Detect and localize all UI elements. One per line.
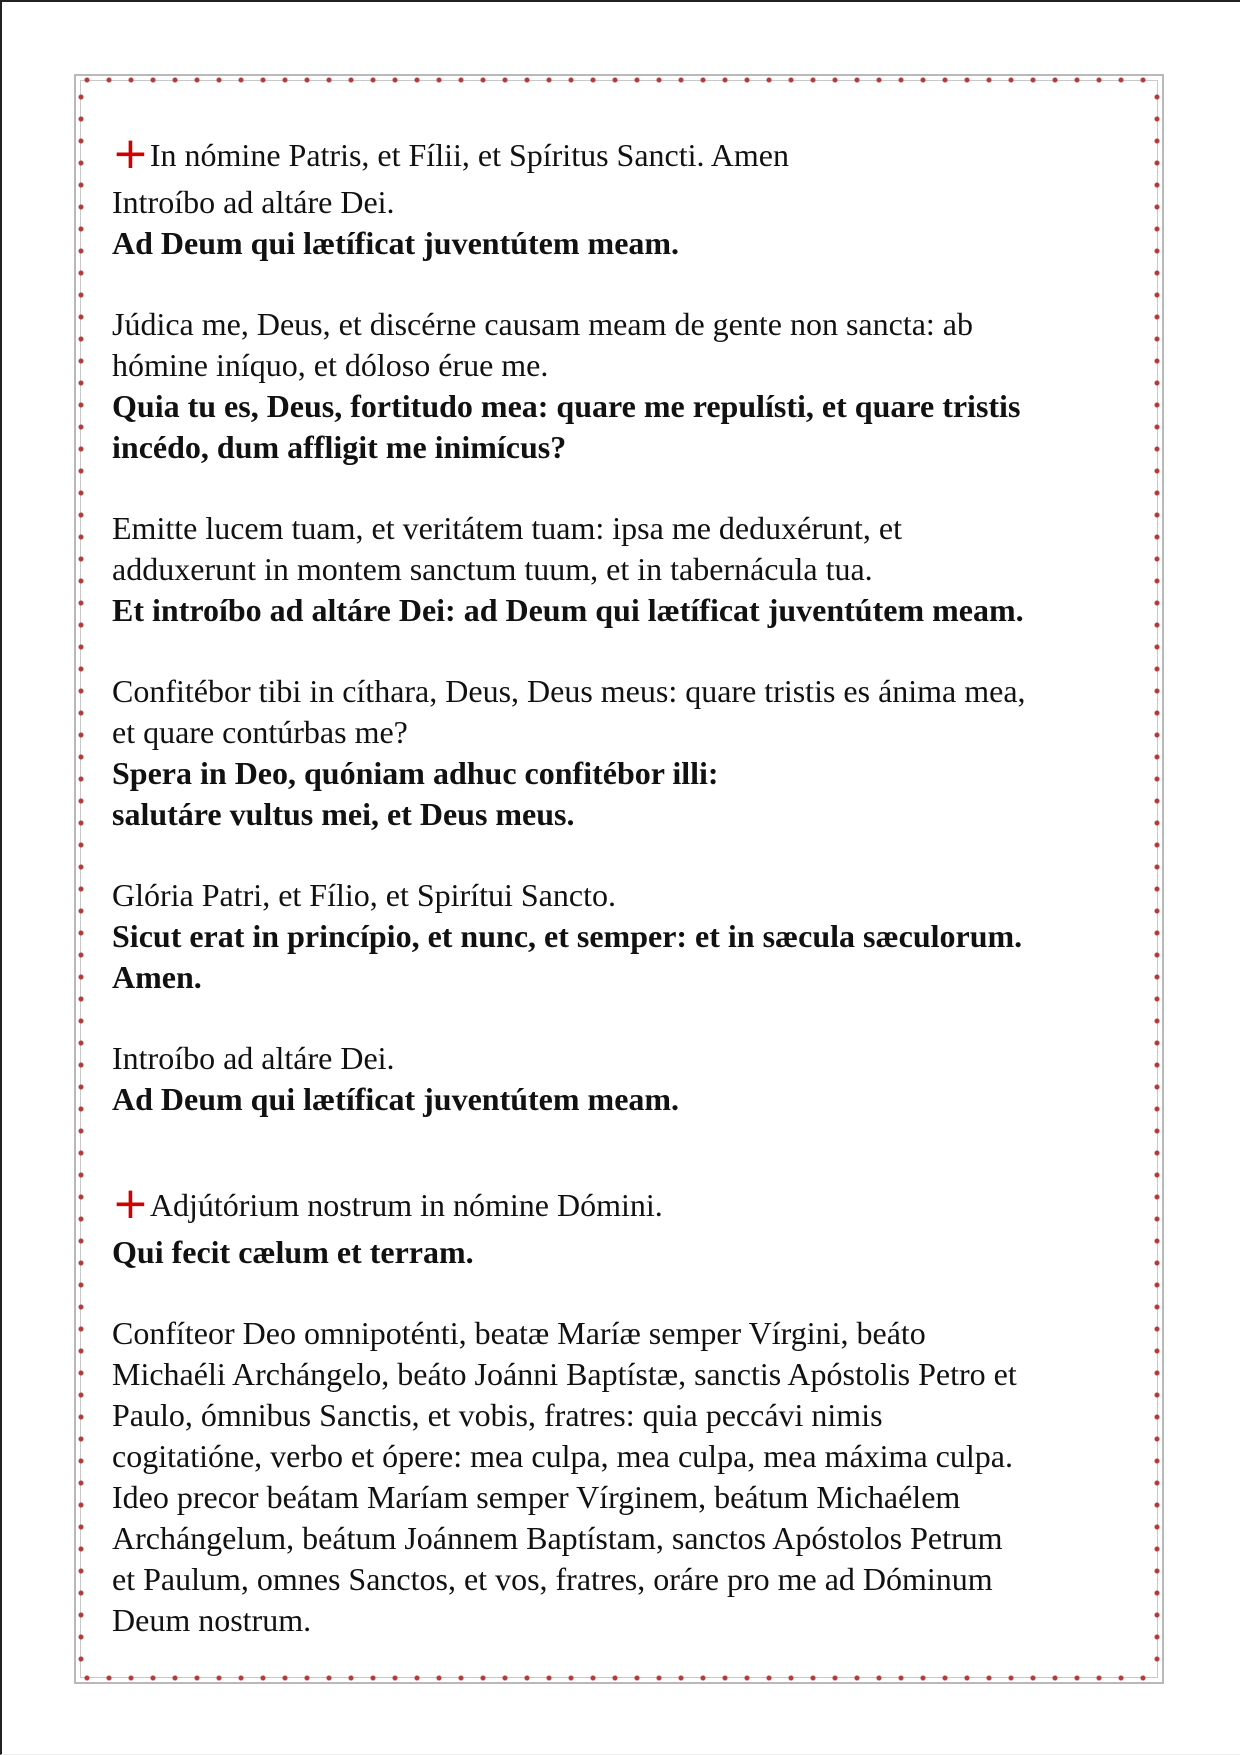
line-text: Introíbo ad altáre Dei. [112, 184, 395, 220]
line-text: Ad Deum qui lætíficat juventútem meam. [112, 225, 680, 261]
paragraph-gap [112, 998, 1132, 1038]
line-text: Confitébor tibi in cíthara, Deus, Deus meus: quare tristis es ánima mea, [112, 673, 1026, 709]
line-text: hómine iníquo, et dóloso érue me. [112, 347, 549, 383]
verse-line [112, 1559, 1132, 1600]
line-text: Qui fecit cælum et terram. [112, 1234, 474, 1270]
prayer-paragraph [112, 1038, 1132, 1120]
verse-line [112, 1518, 1132, 1559]
verse-line [112, 712, 1132, 753]
verse-line [112, 128, 1132, 182]
line-text: et Paulum, omnes Sanctos, et vos, fratres, oráre pro me ad Dóminum [112, 1561, 993, 1597]
line-text: Amen. [112, 959, 202, 995]
line-text: et quare contúrbas me? [112, 714, 408, 750]
line-text: Ad Deum qui lætíficat juventútem meam. [112, 1081, 680, 1117]
paragraph-gap [112, 264, 1132, 304]
verse-line [112, 549, 1132, 590]
prayer-paragraph [112, 671, 1132, 835]
response-line [112, 794, 1132, 835]
prayer-paragraph [112, 875, 1132, 998]
line-text: Sicut erat in princípio, et nunc, et semper: et in sæcula sæculorum. [112, 918, 1023, 954]
verse-line [112, 1436, 1132, 1477]
verse-line [112, 1313, 1132, 1354]
line-text: Glória Patri, et Fílio, et Spirítui Sancto. [112, 877, 616, 913]
response-line [112, 957, 1132, 998]
prayer-text [112, 128, 1132, 1641]
verse-line [112, 1178, 1132, 1232]
border-ornaments-right [1152, 86, 1162, 1672]
prayer-paragraph [112, 128, 1132, 264]
paragraph-gap [112, 468, 1132, 508]
response-line [112, 1232, 1132, 1273]
red-cross-icon: + [112, 128, 149, 179]
line-text: Júdica me, Deus, et discérne causam meam de gente non sancta: ab [112, 306, 973, 342]
line-text: Archángelum, beátum Joánnem Baptístam, sanctos Apóstolos Petrum [112, 1520, 1003, 1556]
line-text: Ideo precor beátam Maríam semper Vírginem, beátum Michaélem [112, 1479, 961, 1515]
verse-line [112, 1600, 1132, 1641]
line-text: Et introíbo ad altáre Dei: ad Deum qui lætíficat juventútem meam. [112, 592, 1024, 628]
response-line [112, 753, 1132, 794]
border-ornaments-bottom [76, 1672, 1162, 1684]
verse-line [112, 304, 1132, 345]
verse-line [112, 1354, 1132, 1395]
line-text: incédo, dum affligit me inimícus? [112, 429, 567, 465]
verse-line [112, 671, 1132, 712]
prayer-paragraph [112, 1313, 1132, 1641]
prayer-paragraph [112, 508, 1132, 631]
line-text: Confíteor Deo omnipoténti, beatæ Maríæ semper Vírgini, beáto [112, 1315, 926, 1351]
line-text: Paulo, ómnibus Sanctis, et vobis, fratres: quia peccávi nimis [112, 1397, 883, 1433]
prayer-paragraph [112, 304, 1132, 468]
paragraph-gap [112, 631, 1132, 671]
verse-line [112, 1038, 1132, 1079]
line-text: Michaéli Archángelo, beáto Joánni Baptístæ, sanctis Apóstolis Petro et [112, 1356, 1017, 1392]
response-line [112, 1079, 1132, 1120]
red-cross-icon: + [112, 1178, 149, 1229]
line-text: Quia tu es, Deus, fortitudo mea: quare me repulísti, et quare tristis [112, 388, 1021, 424]
line-text: Spera in Deo, quóniam adhuc confitébor illi: [112, 755, 719, 791]
prayer-paragraph [112, 1178, 1132, 1273]
border-ornaments-left [76, 86, 86, 1672]
paragraph-gap [112, 1120, 1132, 1178]
paragraph-gap [112, 1273, 1132, 1313]
paragraph-gap [112, 835, 1132, 875]
response-line [112, 427, 1132, 468]
response-line [112, 590, 1132, 631]
line-text: Deum nostrum. [112, 1602, 312, 1638]
verse-line [112, 508, 1132, 549]
line-text: Emitte lucem tuam, et veritátem tuam: ipsa me deduxérunt, et [112, 510, 902, 546]
response-line [112, 386, 1132, 427]
line-text: cogitatióne, verbo et ópere: mea culpa, mea culpa, mea máxima culpa. [112, 1438, 1013, 1474]
line-text: In nómine Patris, et Fílii, et Spíritus Sancti. Amen [149, 137, 789, 173]
line-text: Introíbo ad altáre Dei. [112, 1040, 395, 1076]
line-text: Adjútórium nostrum in nómine Dómini. [149, 1187, 663, 1223]
response-line [112, 916, 1132, 957]
line-text: adduxerunt in montem sanctum tuum, et in tabernácula tua. [112, 551, 873, 587]
verse-line [112, 1395, 1132, 1436]
verse-line [112, 182, 1132, 223]
verse-line [112, 345, 1132, 386]
verse-line [112, 875, 1132, 916]
verse-line [112, 1477, 1132, 1518]
border-ornaments-top [76, 74, 1162, 86]
response-line [112, 223, 1132, 264]
line-text: salutáre vultus mei, et Deus meus. [112, 796, 575, 832]
